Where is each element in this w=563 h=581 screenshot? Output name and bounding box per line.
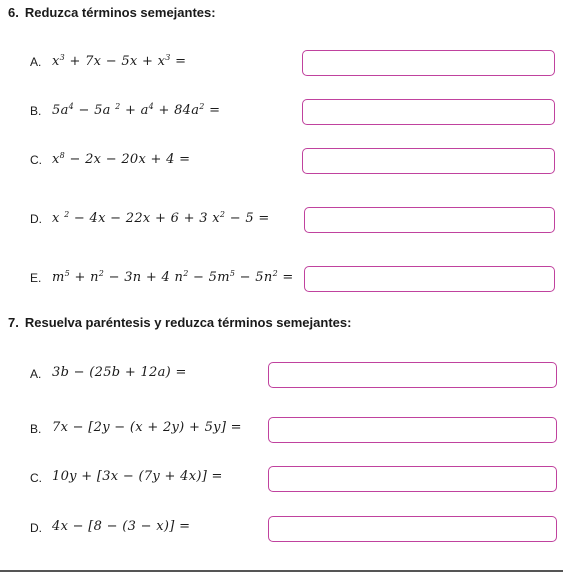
expression: 3b − (25b + 12a) = (52, 365, 187, 380)
section-6-title: Reduzca términos semejantes: (24, 5, 216, 20)
exercise-6e (0, 266, 563, 292)
item-letter: A. (30, 367, 42, 381)
exercise-7b (0, 417, 563, 443)
answer-box[interactable] (268, 516, 557, 542)
bottom-divider (0, 570, 563, 572)
expression: $x^3 + 7x - 5x + x^3$ = (52, 53, 187, 69)
expression: 10y + [3x − (7y + 4x)] = (52, 469, 223, 484)
section-7-number: 7. (8, 315, 19, 330)
exercise-6d (0, 207, 563, 233)
answer-box[interactable] (268, 417, 557, 443)
expression: 7x − [2y − (x + 2y) + 5y] = (52, 420, 242, 435)
section-7-heading (8, 315, 351, 330)
expression: $5a^4 - 5a$ $^2 + a^4 + 84a^2$ = (52, 102, 221, 118)
answer-box[interactable] (268, 466, 557, 492)
item-letter: D. (30, 521, 42, 535)
item-letter: B. (30, 422, 42, 436)
answer-box[interactable] (302, 99, 555, 125)
section-6-heading (8, 5, 216, 20)
section-6-number: 6. (8, 5, 19, 20)
answer-box[interactable] (304, 266, 555, 292)
item-letter: C. (30, 153, 42, 167)
item-letter: D. (30, 212, 42, 226)
exercise-7a (0, 362, 563, 388)
item-letter: E. (30, 271, 42, 285)
item-letter: A. (30, 55, 42, 69)
exercise-7c (0, 466, 563, 492)
exercise-6a (0, 50, 563, 76)
answer-box[interactable] (268, 362, 557, 388)
expression: $m^5 + n^2 - 3n + 4$ $n^2 - 5m^5 - 5n^2$ = (52, 269, 294, 285)
item-letter: C. (30, 471, 42, 485)
answer-box[interactable] (302, 148, 555, 174)
exercise-6c (0, 148, 563, 174)
answer-box[interactable] (304, 207, 555, 233)
expression: 4x − [8 − (3 − x)] = (52, 519, 191, 534)
exercise-7d (0, 516, 563, 542)
answer-box[interactable] (302, 50, 555, 76)
expression: $x^8 - 2x - 20x + 4$ = (52, 151, 191, 167)
item-letter: B. (30, 104, 42, 118)
section-7-title: Resuelva paréntesis y reduzca términos semejantes: (24, 315, 352, 330)
exercise-6b (0, 99, 563, 125)
expression: x $^2$ − 4x − 22x + 6 + 3 $x^2 - 5$ = (52, 210, 270, 226)
